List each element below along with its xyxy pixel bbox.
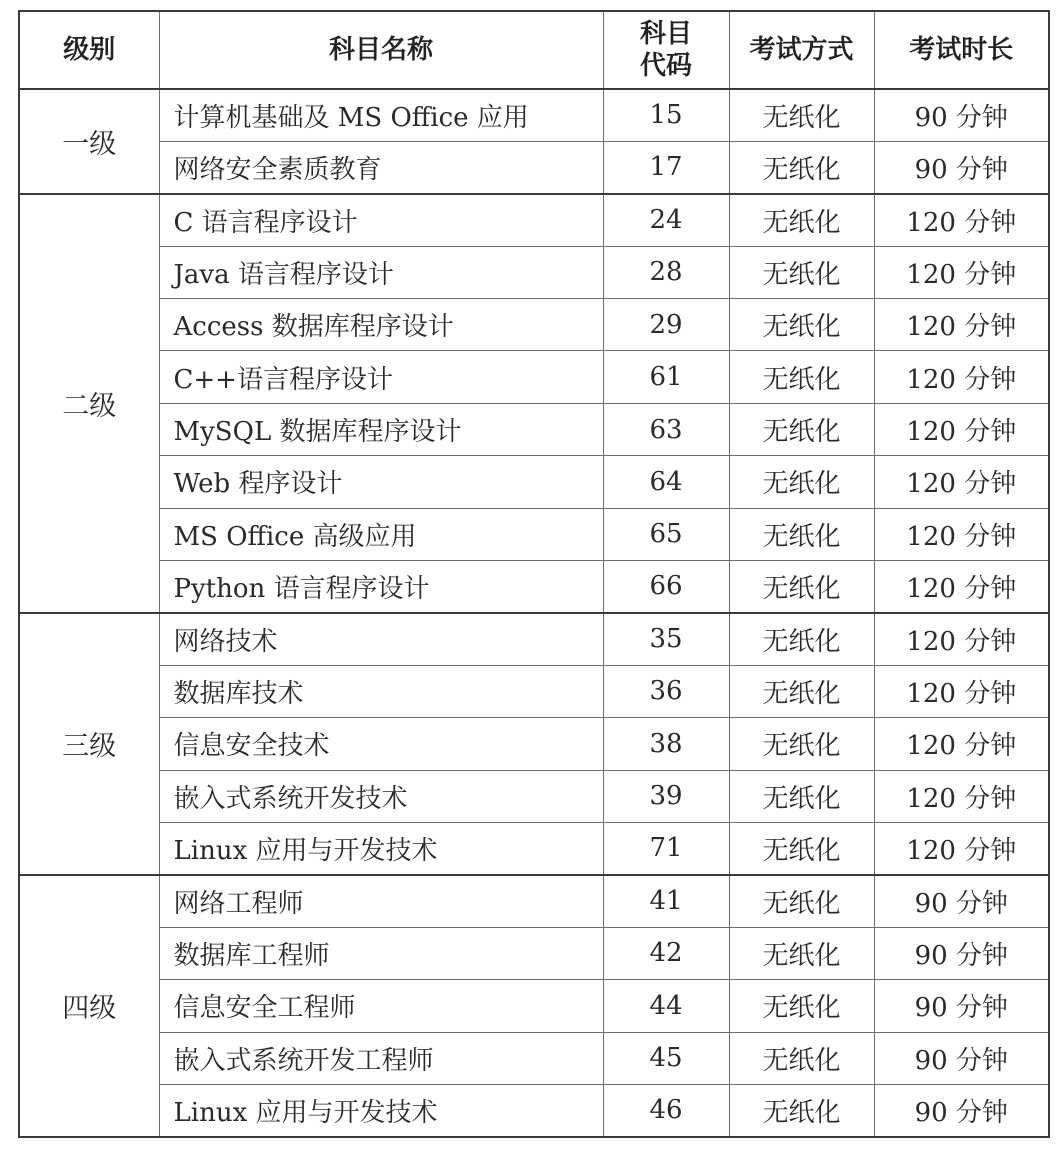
exam-duration-cell: 120 分钟 xyxy=(874,403,1049,455)
subject-name-cell: 信息安全技术 xyxy=(159,718,603,770)
subject-name-cell: 网络安全素质教育 xyxy=(159,141,603,193)
exam-duration-cell: 90 分钟 xyxy=(874,1032,1049,1084)
subject-code-cell: 42 xyxy=(603,927,729,979)
exam-method-cell: 无纸化 xyxy=(729,561,874,613)
table-row xyxy=(19,980,1049,1032)
table-row xyxy=(19,875,1049,927)
exam-method-cell: 无纸化 xyxy=(729,980,874,1032)
table-body xyxy=(19,89,1049,1137)
table-row xyxy=(19,89,1049,141)
subject-name-cell: MS Office 高级应用 xyxy=(159,508,603,560)
subject-name-cell: Access 数据库程序设计 xyxy=(159,299,603,351)
table-row xyxy=(19,927,1049,979)
table-row xyxy=(19,194,1049,246)
subject-name-cell: 网络工程师 xyxy=(159,875,603,927)
header-subject-name: 科目名称 xyxy=(159,11,603,89)
exam-duration-cell: 120 分钟 xyxy=(874,665,1049,717)
level-cell: 三级 xyxy=(19,613,159,875)
exam-method-cell: 无纸化 xyxy=(729,613,874,665)
subject-name-cell: Java 语言程序设计 xyxy=(159,246,603,298)
exam-method-cell: 无纸化 xyxy=(729,194,874,246)
table-row xyxy=(19,613,1049,665)
subject-name-cell: Python 语言程序设计 xyxy=(159,561,603,613)
exam-duration-cell: 90 分钟 xyxy=(874,927,1049,979)
subject-code-cell: 38 xyxy=(603,718,729,770)
table-row xyxy=(19,1032,1049,1084)
exam-duration-cell: 120 分钟 xyxy=(874,770,1049,822)
subject-code-cell: 35 xyxy=(603,613,729,665)
subject-name-cell: Web 程序设计 xyxy=(159,456,603,508)
exam-duration-cell: 120 分钟 xyxy=(874,246,1049,298)
header-level: 级别 xyxy=(19,11,159,89)
subject-code-cell: 44 xyxy=(603,980,729,1032)
subject-name-cell: 计算机基础及 MS Office 应用 xyxy=(159,89,603,141)
exam-duration-cell: 120 分钟 xyxy=(874,822,1049,874)
table-row xyxy=(19,246,1049,298)
subject-name-cell: Linux 应用与开发技术 xyxy=(159,1084,603,1136)
subject-code-cell: 17 xyxy=(603,141,729,193)
subject-code-cell: 45 xyxy=(603,1032,729,1084)
subject-code-cell: 61 xyxy=(603,351,729,403)
exam-method-cell: 无纸化 xyxy=(729,351,874,403)
exam-duration-cell: 90 分钟 xyxy=(874,1084,1049,1136)
subject-name-cell: C++语言程序设计 xyxy=(159,351,603,403)
subject-code-cell: 15 xyxy=(603,89,729,141)
subject-code-cell: 71 xyxy=(603,822,729,874)
exam-duration-cell: 120 分钟 xyxy=(874,299,1049,351)
exam-duration-cell: 90 分钟 xyxy=(874,875,1049,927)
subject-name-cell: 数据库工程师 xyxy=(159,927,603,979)
exam-duration-cell: 120 分钟 xyxy=(874,613,1049,665)
exam-method-cell: 无纸化 xyxy=(729,1084,874,1136)
exam-method-cell: 无纸化 xyxy=(729,1032,874,1084)
table-row xyxy=(19,299,1049,351)
subject-code-cell: 46 xyxy=(603,1084,729,1136)
subject-code-cell: 65 xyxy=(603,508,729,560)
subject-name-cell: 网络技术 xyxy=(159,613,603,665)
subject-code-cell: 39 xyxy=(603,770,729,822)
exam-method-cell: 无纸化 xyxy=(729,822,874,874)
table-row xyxy=(19,718,1049,770)
exam-duration-cell: 90 分钟 xyxy=(874,89,1049,141)
exam-subjects-table xyxy=(18,10,1050,1138)
exam-duration-cell: 120 分钟 xyxy=(874,508,1049,560)
exam-duration-cell: 90 分钟 xyxy=(874,141,1049,193)
table-row xyxy=(19,770,1049,822)
exam-duration-cell: 120 分钟 xyxy=(874,351,1049,403)
subject-name-cell: MySQL 数据库程序设计 xyxy=(159,403,603,455)
table-row xyxy=(19,456,1049,508)
exam-method-cell: 无纸化 xyxy=(729,927,874,979)
table-row xyxy=(19,822,1049,874)
exam-method-cell: 无纸化 xyxy=(729,770,874,822)
subject-code-cell: 28 xyxy=(603,246,729,298)
subject-code-cell: 41 xyxy=(603,875,729,927)
header-subject-code-line1: 科目 xyxy=(639,19,692,49)
exam-method-cell: 无纸化 xyxy=(729,403,874,455)
subject-name-cell: 嵌入式系统开发技术 xyxy=(159,770,603,822)
subject-code-cell: 29 xyxy=(603,299,729,351)
subject-name-cell: C 语言程序设计 xyxy=(159,194,603,246)
exam-method-cell: 无纸化 xyxy=(729,89,874,141)
level-cell: 四级 xyxy=(19,875,159,1137)
exam-method-cell: 无纸化 xyxy=(729,665,874,717)
subject-code-cell: 24 xyxy=(603,194,729,246)
exam-method-cell: 无纸化 xyxy=(729,875,874,927)
header-exam-duration: 考试时长 xyxy=(874,11,1049,89)
subject-name-cell: 数据库技术 xyxy=(159,665,603,717)
exam-method-cell: 无纸化 xyxy=(729,299,874,351)
subject-name-cell: Linux 应用与开发技术 xyxy=(159,822,603,874)
table-row xyxy=(19,403,1049,455)
exam-method-cell: 无纸化 xyxy=(729,246,874,298)
exam-method-cell: 无纸化 xyxy=(729,141,874,193)
exam-method-cell: 无纸化 xyxy=(729,508,874,560)
exam-method-cell: 无纸化 xyxy=(729,456,874,508)
level-cell: 一级 xyxy=(19,89,159,194)
subject-code-cell: 64 xyxy=(603,456,729,508)
level-cell: 二级 xyxy=(19,194,159,613)
table-row xyxy=(19,141,1049,193)
table-row xyxy=(19,351,1049,403)
table-header-row xyxy=(19,11,1049,89)
exam-duration-cell: 120 分钟 xyxy=(874,194,1049,246)
exam-method-cell: 无纸化 xyxy=(729,718,874,770)
subject-code-cell: 63 xyxy=(603,403,729,455)
exam-duration-cell: 120 分钟 xyxy=(874,718,1049,770)
subject-name-cell: 信息安全工程师 xyxy=(159,980,603,1032)
exam-duration-cell: 90 分钟 xyxy=(874,980,1049,1032)
subject-code-cell: 36 xyxy=(603,665,729,717)
exam-subjects-table-wrapper xyxy=(18,10,1048,1138)
header-subject-code-line2: 代码 xyxy=(639,51,692,81)
table-row xyxy=(19,1084,1049,1136)
subject-code-cell: 66 xyxy=(603,561,729,613)
subject-name-cell: 嵌入式系统开发工程师 xyxy=(159,1032,603,1084)
exam-duration-cell: 120 分钟 xyxy=(874,456,1049,508)
exam-duration-cell: 120 分钟 xyxy=(874,561,1049,613)
header-subject-code xyxy=(603,11,729,89)
table-row xyxy=(19,508,1049,560)
table-row xyxy=(19,665,1049,717)
header-exam-method: 考试方式 xyxy=(729,11,874,89)
table-row xyxy=(19,561,1049,613)
